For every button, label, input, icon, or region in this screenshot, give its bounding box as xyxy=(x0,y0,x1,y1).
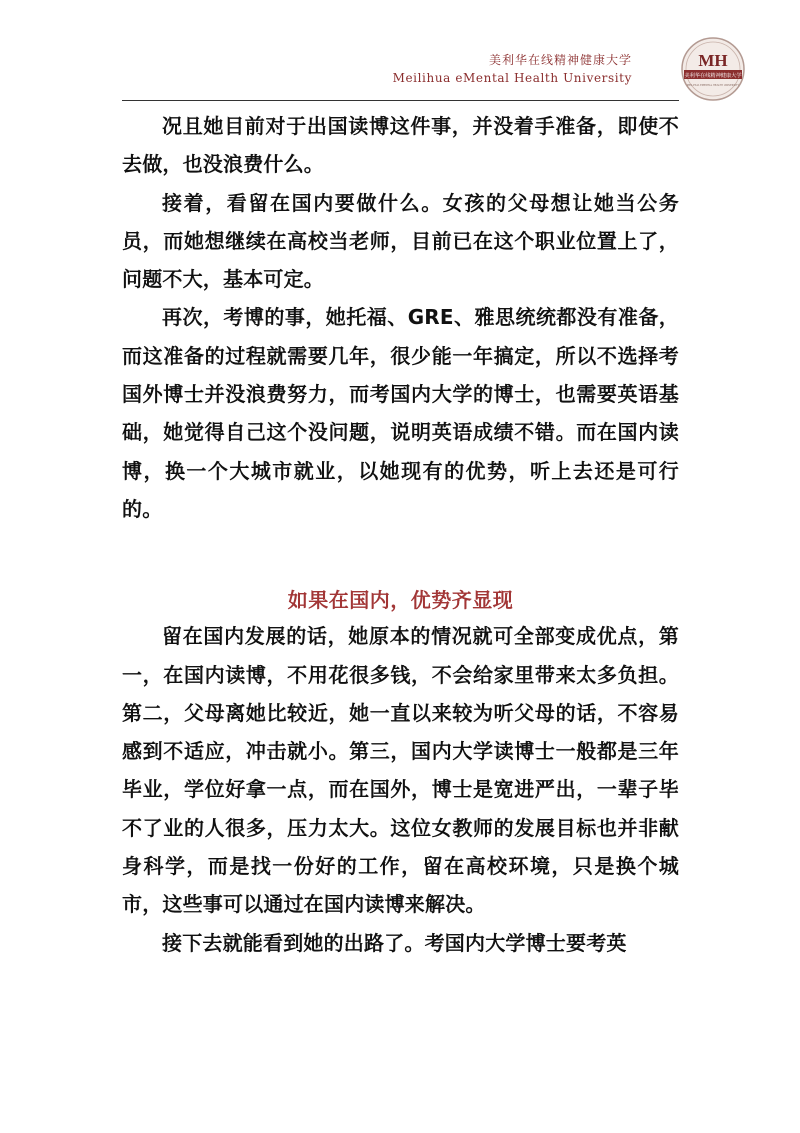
paragraph-2: 接着，看留在国内要做什么。女孩的父母想让她当公务员，而她想继续在高校当老师，目前已在这个职业位置上了，问题不大，基本可定。 xyxy=(122,190,679,292)
header-title-en: Meilihua eMental Health University xyxy=(392,71,632,85)
paragraph-1: 况且她目前对于出国读博这件事，并没着手准备，即使不去做，也没浪费什么。 xyxy=(122,114,679,177)
page-header xyxy=(0,0,800,105)
paragraph-4: 留在国内发展的话，她原本的情况就可全部变成优点，第一，在国内读博，不用花很多钱，不会给家里带来太多负担。第二，父母离她比较近，她一直以来较为听父母的话，不容易感到不适应，冲击就小。第三，国内大学读博士一般都是三年毕业，学位好拿一点，而在国外，博士是宽进严出，一辈子毕不了业的人很多，压力太大。这位女教师的发展目标也并非献身科学，而是找一份好的工作，留在高校环境，只是换个城市，这些事可以通过在国内读博来解决。 xyxy=(122,624,679,917)
paragraph-5: 接下去就能看到她的出路了。考国内大学博士要考英 xyxy=(162,930,627,955)
paragraph-3: 再次，考博的事，她托福、GRE、雅思统统都没有准备，而这准备的过程就需要几年，很少能一年搞定，所以不选择考国外博士并没浪费努力，而考国内大学的博士，也需要英语基础，她觉得自己这个没问题，说明英语成绩不错。而在国内读博，换一个大城市就业，以她现有的优势，听上去还是可行的。 xyxy=(122,305,679,521)
header-divider xyxy=(122,100,679,101)
logo-ribbon-text: 美利华在线精神健康大学 xyxy=(684,73,742,79)
logo-subtext: MEILIHUA EMENTAL HEALTH UNIVERSITY xyxy=(686,84,740,87)
article-body xyxy=(122,107,679,962)
university-logo xyxy=(680,36,746,102)
header-title-cn: 美利华在线精神健康大学 xyxy=(488,53,632,67)
logo-initials: MH xyxy=(698,51,728,70)
header-brand-text xyxy=(393,52,632,86)
section-title: 如果在国内，优势齐显现 xyxy=(287,588,514,613)
